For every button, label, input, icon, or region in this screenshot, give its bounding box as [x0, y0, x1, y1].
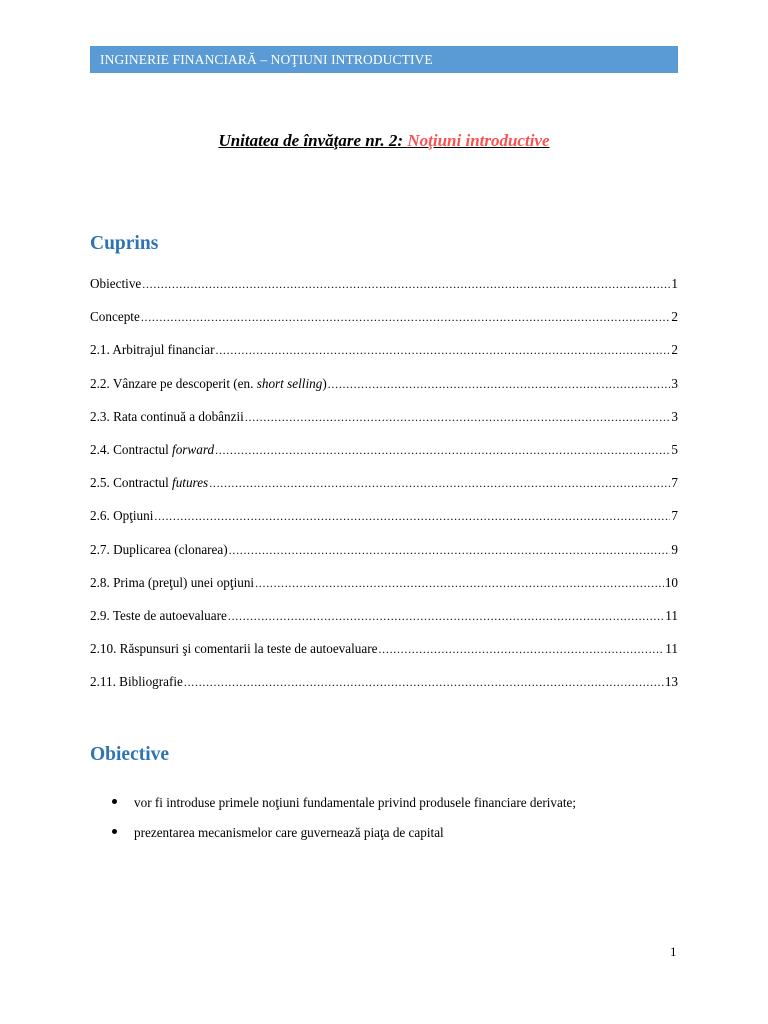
toc-entry[interactable] — [90, 674, 678, 707]
bullet-icon — [112, 829, 117, 834]
page-number: 1 — [670, 944, 677, 959]
toc-entry-page: 2 — [671, 309, 678, 325]
toc-entry-label: 2.5. Contractul futures — [90, 475, 209, 491]
toc-entry[interactable] — [90, 342, 678, 375]
toc-dot-leader — [215, 442, 670, 458]
objective-item — [112, 825, 672, 855]
toc-dot-leader — [154, 508, 670, 524]
toc-entry-label: 2.9. Teste de autoevaluare — [90, 607, 227, 623]
toc-entry[interactable] — [90, 608, 678, 641]
toc-dot-leader — [228, 608, 664, 624]
toc-dot-leader — [142, 276, 670, 292]
toc-entry[interactable] — [90, 508, 678, 541]
toc-entry-page: 9 — [671, 541, 678, 557]
toc-entry[interactable] — [90, 575, 678, 608]
objective-text: vor fi introduse primele noţiuni fundamentale privind produsele financiare derivate; — [134, 795, 577, 810]
table-of-contents — [90, 276, 678, 707]
toc-entry-label: Obiective — [90, 276, 142, 291]
toc-entry[interactable] — [90, 276, 678, 309]
toc-entry-label: 2.3. Rata continuă a dobânzii — [90, 408, 244, 424]
objective-text: prezentarea mecanismelor care guvernează piaţa de capital — [134, 825, 444, 840]
toc-dot-leader — [378, 641, 664, 657]
toc-entry-label: 2.6. Opţiuni — [90, 508, 154, 524]
unit-title-prefix: Unitatea de învăţare nr. 2: — [218, 131, 408, 150]
toc-dot-leader — [245, 409, 671, 425]
toc-entry-page: 10 — [664, 574, 678, 590]
toc-entry-page: 1 — [671, 276, 678, 291]
toc-entry-page: 3 — [671, 375, 678, 391]
bullet-icon — [112, 799, 117, 804]
toc-entry-label: 2.2. Vânzare pe descoperit (en. short selling) — [90, 375, 327, 391]
toc-dot-leader — [328, 376, 671, 392]
running-header: INGINERIE FINANCIARĂ – NOŢIUNI INTRODUCTIVE — [90, 46, 678, 73]
toc-dot-leader — [209, 475, 670, 491]
toc-entry[interactable] — [90, 641, 678, 674]
toc-dot-leader — [255, 575, 664, 591]
unit-title-highlight: Noţiuni introductive — [407, 131, 550, 150]
toc-entry-page: 3 — [671, 408, 678, 424]
toc-entry-page: 11 — [665, 641, 678, 657]
objectives-list — [112, 795, 672, 855]
toc-entry[interactable] — [90, 475, 678, 508]
toc-entry-label: 2.1. Arbitrajul financiar — [90, 342, 215, 358]
toc-entry-label: 2.4. Contractul forward — [90, 441, 215, 457]
obiective-heading: Obiective — [90, 744, 170, 765]
toc-entry[interactable] — [90, 376, 678, 409]
toc-entry[interactable] — [90, 309, 678, 342]
toc-entry-page: 5 — [671, 441, 678, 457]
toc-dot-leader — [141, 309, 671, 325]
toc-dot-leader — [216, 342, 671, 358]
toc-entry-page: 13 — [664, 674, 678, 690]
toc-entry[interactable] — [90, 409, 678, 442]
toc-dot-leader — [184, 674, 664, 690]
objective-item — [112, 795, 672, 825]
toc-entry-label: 2.8. Prima (preţul) unei opţiuni — [90, 574, 255, 590]
toc-entry-label: Concepte — [90, 309, 140, 325]
toc-entry-page: 2 — [671, 342, 678, 358]
toc-dot-leader — [229, 542, 671, 558]
toc-entry-label: 2.7. Duplicarea (clonarea) — [90, 541, 228, 557]
toc-entry-page: 7 — [671, 475, 678, 491]
toc-entry-label: 2.11. Bibliografie — [90, 674, 183, 690]
toc-entry[interactable] — [90, 442, 678, 475]
toc-entry-page: 7 — [671, 508, 678, 524]
cuprins-heading: Cuprins — [90, 233, 159, 254]
toc-entry-label: 2.10. Răspunsuri şi comentarii la teste de autoevaluare — [90, 641, 378, 657]
toc-entry-page: 11 — [665, 607, 678, 623]
toc-entry[interactable] — [90, 542, 678, 575]
unit-title — [0, 131, 768, 151]
